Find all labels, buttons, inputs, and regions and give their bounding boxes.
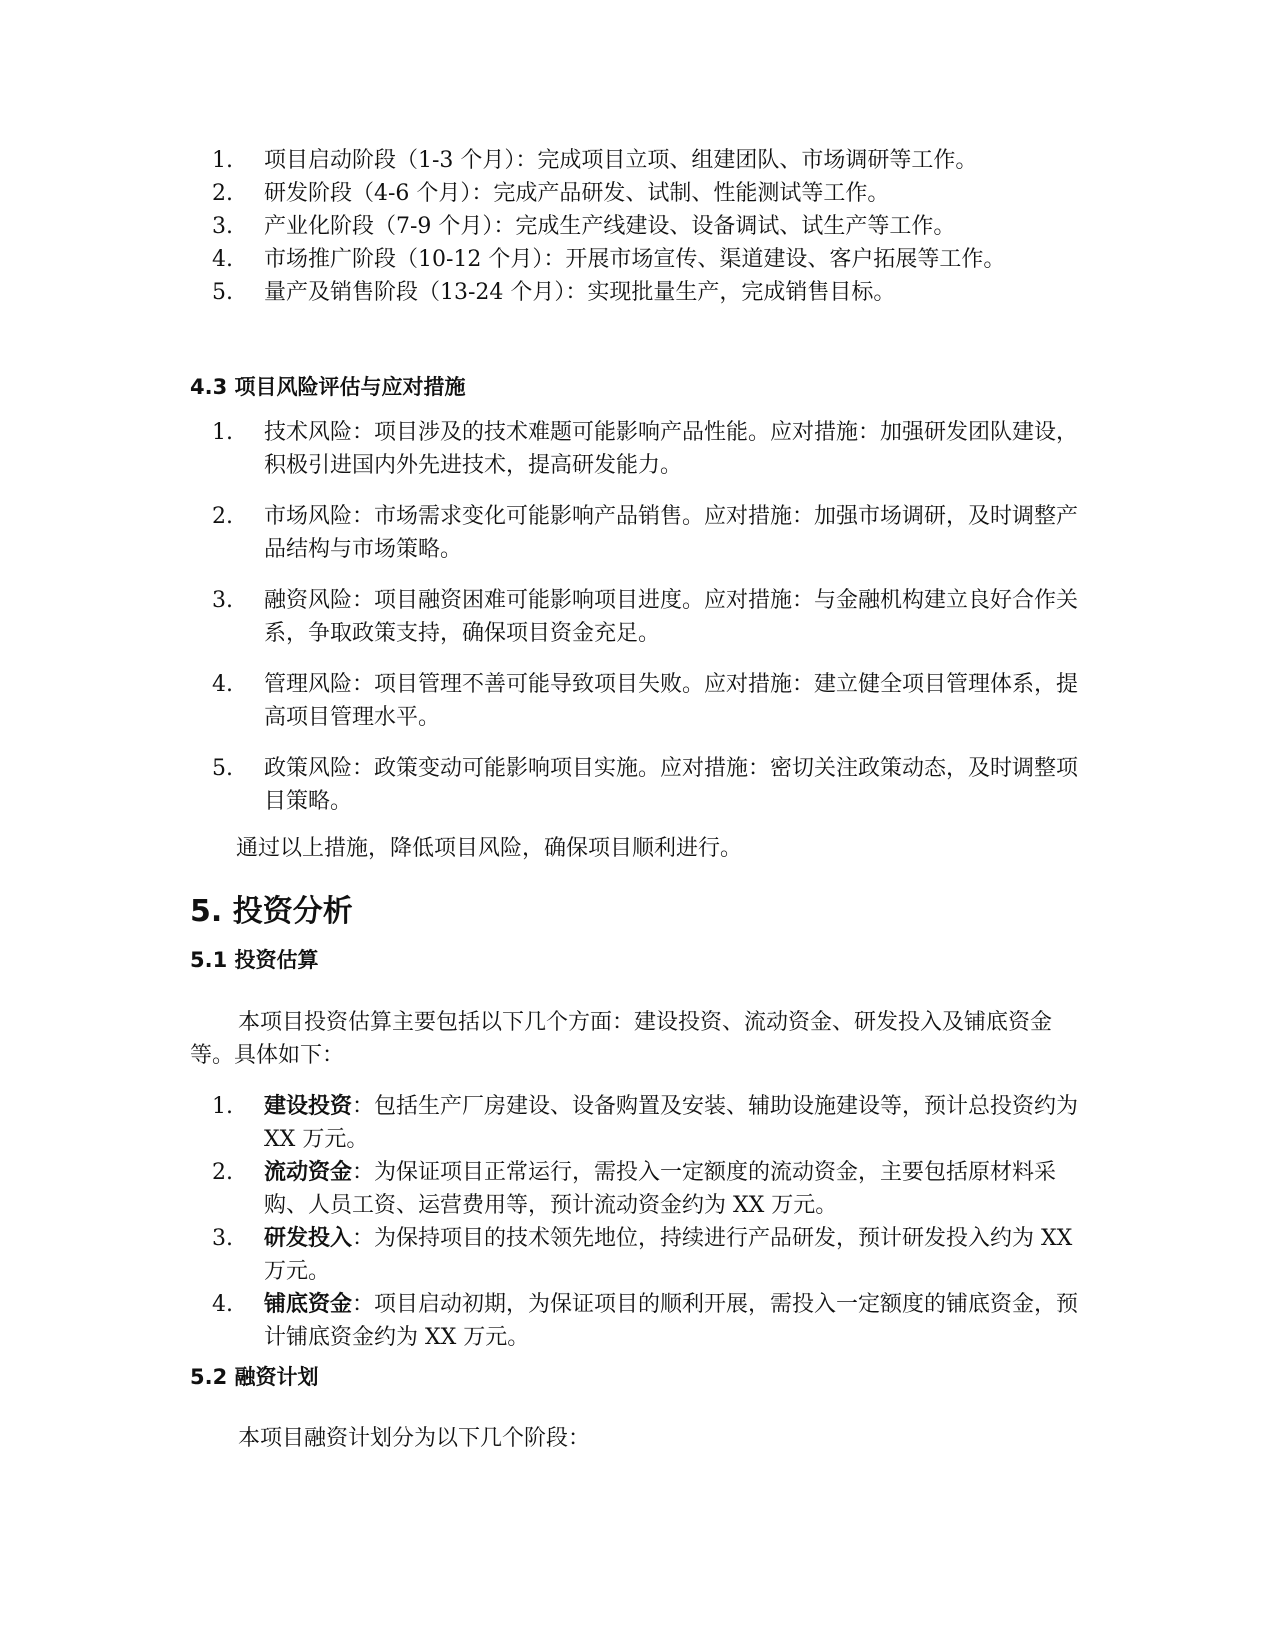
- list-number: 3.: [212, 588, 233, 613]
- list-text: 量产及销售阶段（13-24 个月）：实现批量生产，完成销售目标。: [264, 280, 896, 305]
- list-text: ：项目启动初期，为保证项目的顺利开展，需投入一定额度的铺底资金，预计铺底资金约为 XX 万元。: [264, 1292, 1079, 1350]
- list-number: 1.: [212, 420, 233, 445]
- risk-list: [212, 416, 1092, 836]
- financing-intro: 本项目融资计划分为以下几个阶段：: [238, 1426, 591, 1451]
- list-item: [212, 177, 1092, 210]
- list-text: 研发阶段（4-6 个月）：完成产品研发、试制、性能测试等工作。: [264, 181, 890, 206]
- list-text: 产业化阶段（7-9 个月）：完成生产线建设、设备调试、试生产等工作。: [264, 214, 956, 239]
- list-text: 市场推广阶段（10-12 个月）：开展市场宣传、渠道建设、客户拓展等工作。: [264, 247, 1006, 272]
- list-text: 融资风险：项目融资困难可能影响项目进度。应对措施：与金融机构建立良好合作关系，争取政策支持，确保项目资金充足。: [264, 588, 1079, 646]
- list-item: [212, 243, 1092, 276]
- list-text: 技术风险：项目涉及的技术难题可能影响产品性能。应对措施：加强研发团队建设，积极引进国内外先进技术，提高研发能力。: [264, 420, 1079, 478]
- list-number: 2.: [212, 1160, 233, 1185]
- item-label: 流动资金: [264, 1160, 353, 1185]
- list-text: ：为保证项目正常运行，需投入一定额度的流动资金，主要包括原材料采购、人员工资、运营费用等，预计流动资金约为 XX 万元。: [264, 1160, 1057, 1218]
- list-number: 1.: [212, 1094, 233, 1119]
- list-item: [212, 210, 1092, 243]
- list-item: [212, 584, 1092, 650]
- list-number: 3.: [212, 214, 233, 239]
- list-number: 5.: [212, 756, 233, 781]
- list-number: 4.: [212, 1292, 233, 1317]
- list-text: 市场风险：市场需求变化可能影响产品销售。应对措施：加强市场调研，及时调整产品结构与市场策略。: [264, 504, 1079, 562]
- item-label: 建设投资: [264, 1094, 353, 1119]
- list-number: 2.: [212, 504, 233, 529]
- list-text: 项目启动阶段（1-3 个月）：完成项目立项、组建团队、市场调研等工作。: [264, 148, 978, 173]
- list-number: 4.: [212, 247, 233, 272]
- timeline-list: [212, 144, 1092, 309]
- section-heading-5-2: 5.2 融资计划: [190, 1365, 319, 1389]
- list-item: [212, 752, 1092, 818]
- list-text: ：包括生产厂房建设、设备购置及安装、辅助设施建设等，预计总投资约为 XX 万元。: [264, 1094, 1079, 1152]
- list-number: 4.: [212, 672, 233, 697]
- section-heading-4-3: 4.3 项目风险评估与应对措施: [190, 375, 466, 399]
- list-number: 1.: [212, 148, 233, 173]
- investment-list: [212, 1090, 1092, 1354]
- section-heading-5-1: 5.1 投资估算: [190, 948, 319, 972]
- item-label: 研发投入: [264, 1226, 353, 1251]
- list-item: [212, 1288, 1092, 1354]
- section-heading-5: 5. 投资分析: [190, 894, 353, 929]
- list-item: [212, 416, 1092, 482]
- list-item: [212, 1222, 1092, 1288]
- list-item: [212, 500, 1092, 566]
- list-item: [212, 276, 1092, 309]
- list-number: 2.: [212, 181, 233, 206]
- list-text: 政策风险：政策变动可能影响项目实施。应对措施：密切关注政策动态，及时调整项目策略。: [264, 756, 1079, 814]
- list-item: [212, 668, 1092, 734]
- risk-conclusion: 通过以上措施，降低项目风险，确保项目顺利进行。: [236, 836, 743, 861]
- list-item: [212, 144, 1092, 177]
- list-item: [212, 1156, 1092, 1222]
- list-number: 5.: [212, 280, 233, 305]
- item-label: 铺底资金: [264, 1292, 353, 1317]
- investment-intro: 本项目投资估算主要包括以下几个方面：建设投资、流动资金、研发投入及铺底资金等。具体如下：: [190, 1010, 1053, 1068]
- list-text: 管理风险：项目管理不善可能导致项目失败。应对措施：建立健全项目管理体系，提高项目管理水平。: [264, 672, 1079, 730]
- list-item: [212, 1090, 1092, 1156]
- list-text: ：为保持项目的技术领先地位，持续进行产品研发，预计研发投入约为 XX 万元。: [264, 1226, 1073, 1284]
- list-number: 3.: [212, 1226, 233, 1251]
